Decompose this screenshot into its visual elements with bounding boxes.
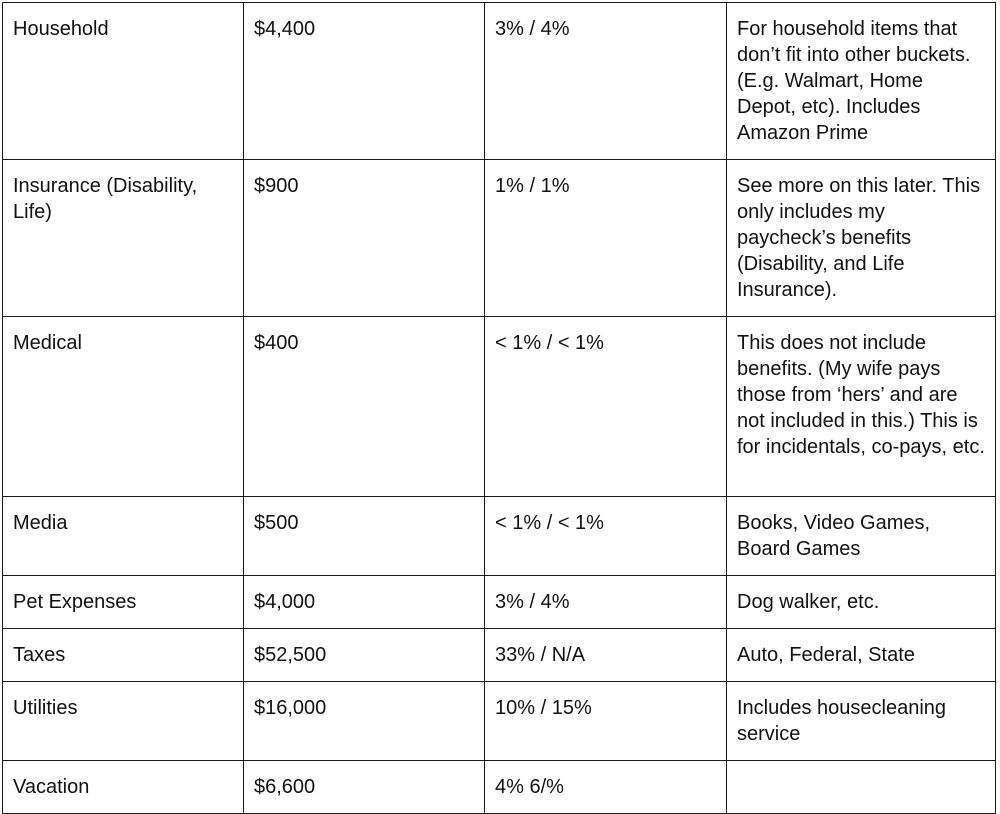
percent-cell: 3% / 4% xyxy=(485,576,727,629)
table-row xyxy=(3,160,996,317)
notes-cell: For household items that don’t fit into other buckets. (E.g. Walmart, Home Depot, etc). Includes Amazon Prime xyxy=(727,3,996,160)
budget-table xyxy=(2,2,996,814)
amount-cell: $6,600 xyxy=(244,761,485,814)
amount-cell: $16,000 xyxy=(244,682,485,761)
notes-cell: Auto, Federal, State xyxy=(727,629,996,682)
category-cell: Medical xyxy=(3,317,244,497)
amount-cell: $400 xyxy=(244,317,485,497)
table-row xyxy=(3,497,996,576)
table-row xyxy=(3,682,996,761)
percent-cell: < 1% / < 1% xyxy=(485,497,727,576)
notes-cell: Dog walker, etc. xyxy=(727,576,996,629)
category-cell: Household xyxy=(3,3,244,160)
amount-cell: $4,400 xyxy=(244,3,485,160)
table-row xyxy=(3,629,996,682)
percent-cell: 10% / 15% xyxy=(485,682,727,761)
table-row xyxy=(3,761,996,814)
table-row xyxy=(3,3,996,160)
percent-cell: < 1% / < 1% xyxy=(485,317,727,497)
amount-cell: $4,000 xyxy=(244,576,485,629)
category-cell: Insurance (Disability, Life) xyxy=(3,160,244,317)
category-cell: Taxes xyxy=(3,629,244,682)
notes-cell: See more on this later. This only includes my paycheck’s benefits (Disability, and Life Insurance). xyxy=(727,160,996,317)
category-cell: Pet Expenses xyxy=(3,576,244,629)
notes-cell xyxy=(727,761,996,814)
notes-cell: Includes housecleaning service xyxy=(727,682,996,761)
percent-cell: 3% / 4% xyxy=(485,3,727,160)
percent-cell: 4% 6/% xyxy=(485,761,727,814)
category-cell: Media xyxy=(3,497,244,576)
amount-cell: $500 xyxy=(244,497,485,576)
amount-cell: $52,500 xyxy=(244,629,485,682)
percent-cell: 33% / N/A xyxy=(485,629,727,682)
table-row xyxy=(3,576,996,629)
notes-cell: This does not include benefits. (My wife pays those from ‘hers’ and are not included in this.) This is for incidentals, co-pays, etc. xyxy=(727,317,996,497)
amount-cell: $900 xyxy=(244,160,485,317)
category-cell: Vacation xyxy=(3,761,244,814)
percent-cell: 1% / 1% xyxy=(485,160,727,317)
category-cell: Utilities xyxy=(3,682,244,761)
table-row xyxy=(3,317,996,497)
notes-cell: Books, Video Games, Board Games xyxy=(727,497,996,576)
